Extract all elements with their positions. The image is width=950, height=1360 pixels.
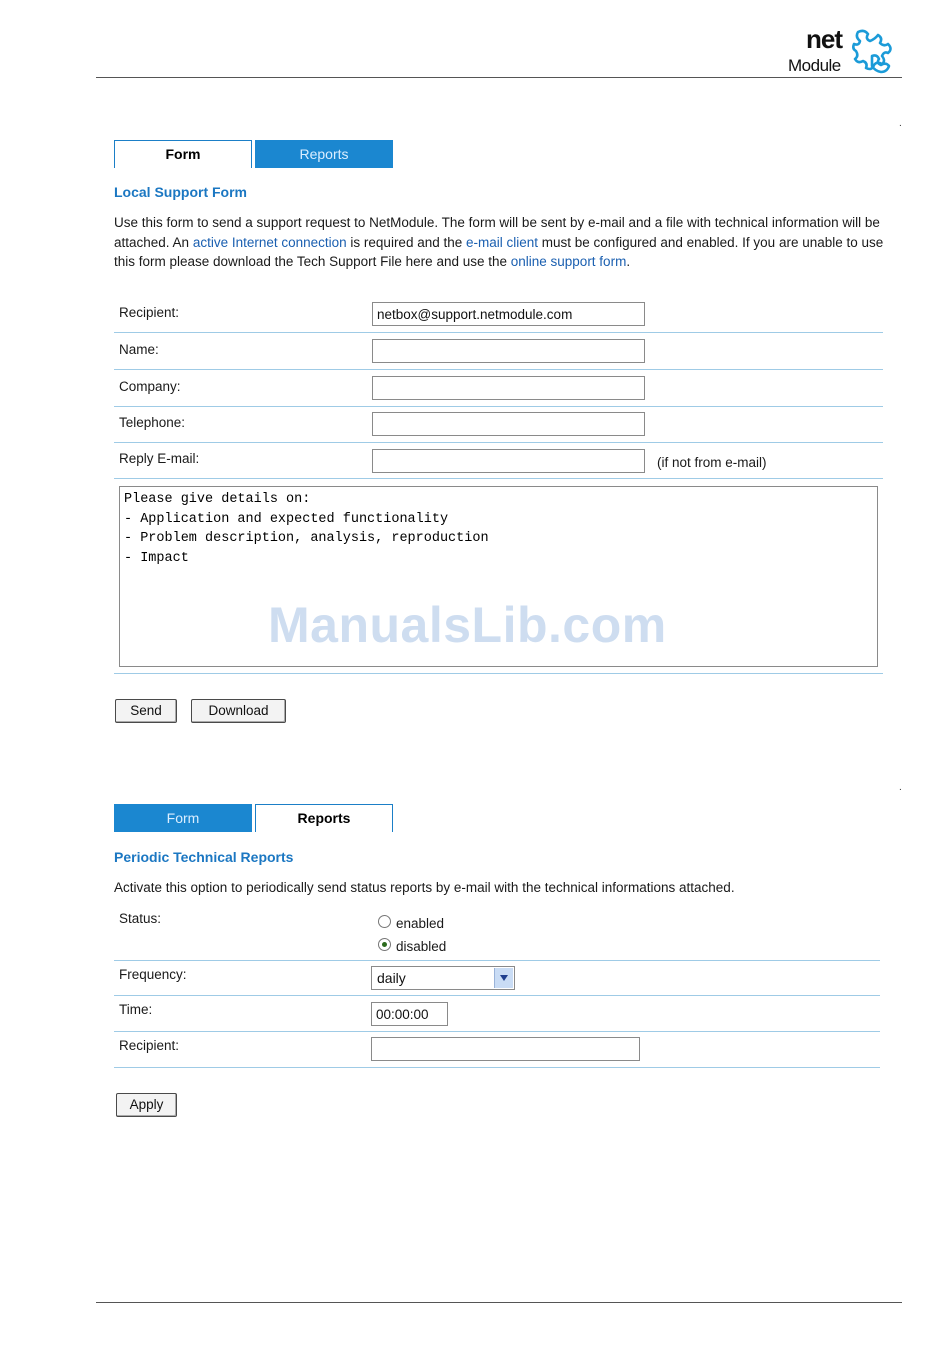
telephone-input[interactable] [372, 412, 645, 436]
netmodule-logo [786, 24, 902, 76]
reply-email-row [114, 443, 883, 479]
watermark: ManualsLib.com [268, 597, 667, 653]
company-label: Company: [119, 379, 181, 394]
tab-bar-reports [114, 804, 890, 832]
tab-reports[interactable]: Reports [255, 140, 393, 168]
internet-connection-link[interactable]: active Internet connection [192, 234, 347, 250]
recipient-row [114, 1032, 880, 1068]
recipient-row [114, 298, 883, 333]
reply-email-hint: (if not from e-mail) [657, 455, 767, 470]
company-input[interactable] [372, 376, 645, 400]
status-enabled-radio[interactable] [378, 915, 391, 928]
frequency-row [114, 961, 880, 996]
chevron-down-icon[interactable] [494, 968, 513, 988]
reply-email-label: Reply E-mail: [119, 451, 200, 466]
logo-module-text: Module [788, 56, 841, 75]
name-label: Name: [119, 342, 159, 357]
frequency-value: daily [377, 970, 406, 986]
intro-text: Use this form to send a support request to NetModule. The form will be sent by e-mail and a file with technical information will be attached. An active Internet connection is required and the e-mail client must be configured and enabled. If you are unable to use this form please download the Tech Support File here and use the online support form. [114, 215, 884, 269]
send-button[interactable]: Send [115, 699, 177, 723]
status-row [114, 906, 880, 961]
tab-form[interactable]: Form [114, 140, 252, 168]
status-disabled-label: disabled [396, 939, 447, 954]
recipient-input[interactable] [371, 1037, 640, 1061]
frequency-label: Frequency: [119, 967, 187, 982]
logo-net-text: net [806, 24, 842, 54]
name-row [114, 333, 883, 370]
recipient-label: Recipient: [119, 305, 180, 320]
reports-intro-text: Activate this option to periodically send status reports by e-mail with the technical informations attached. [114, 880, 735, 895]
tab-bar [114, 140, 890, 168]
email-client-link[interactable]: e-mail client [466, 234, 539, 250]
telephone-row [114, 407, 883, 443]
frequency-select[interactable] [371, 966, 515, 990]
time-input[interactable] [371, 1002, 448, 1026]
tab-form[interactable]: Form [114, 804, 252, 832]
details-textarea[interactable]: Please give details on: - Application and expected functionality - Problem description, analysis, reproduction - Impact [119, 486, 878, 667]
page-tick-mark-2: . [899, 782, 902, 793]
status-disabled-radio[interactable] [378, 938, 391, 951]
online-support-form-link[interactable]: online support form [510, 254, 627, 269]
apply-button[interactable]: Apply [116, 1093, 177, 1117]
status-enabled-label: enabled [396, 916, 445, 931]
puzzle-icon [852, 28, 898, 76]
recipient-input[interactable] [372, 302, 645, 326]
tab-reports[interactable]: Reports [255, 804, 393, 832]
time-label: Time: [119, 1002, 153, 1017]
reply-email-input[interactable] [372, 449, 645, 473]
section-heading: Periodic Technical Reports [114, 849, 294, 865]
status-label: Status: [119, 911, 162, 926]
page-tick-mark: . [899, 118, 902, 129]
textarea-divider [114, 673, 883, 674]
telephone-label: Telephone: [119, 415, 186, 430]
recipient-label: Recipient: [119, 1038, 180, 1053]
periodic-reports-panel [114, 804, 890, 1134]
download-button[interactable]: Download [191, 699, 286, 723]
name-input[interactable] [372, 339, 645, 363]
footer-divider [96, 1302, 902, 1303]
header-divider [96, 77, 902, 78]
section-heading: Local Support Form [114, 184, 247, 200]
time-row [114, 996, 880, 1032]
company-row [114, 370, 883, 407]
